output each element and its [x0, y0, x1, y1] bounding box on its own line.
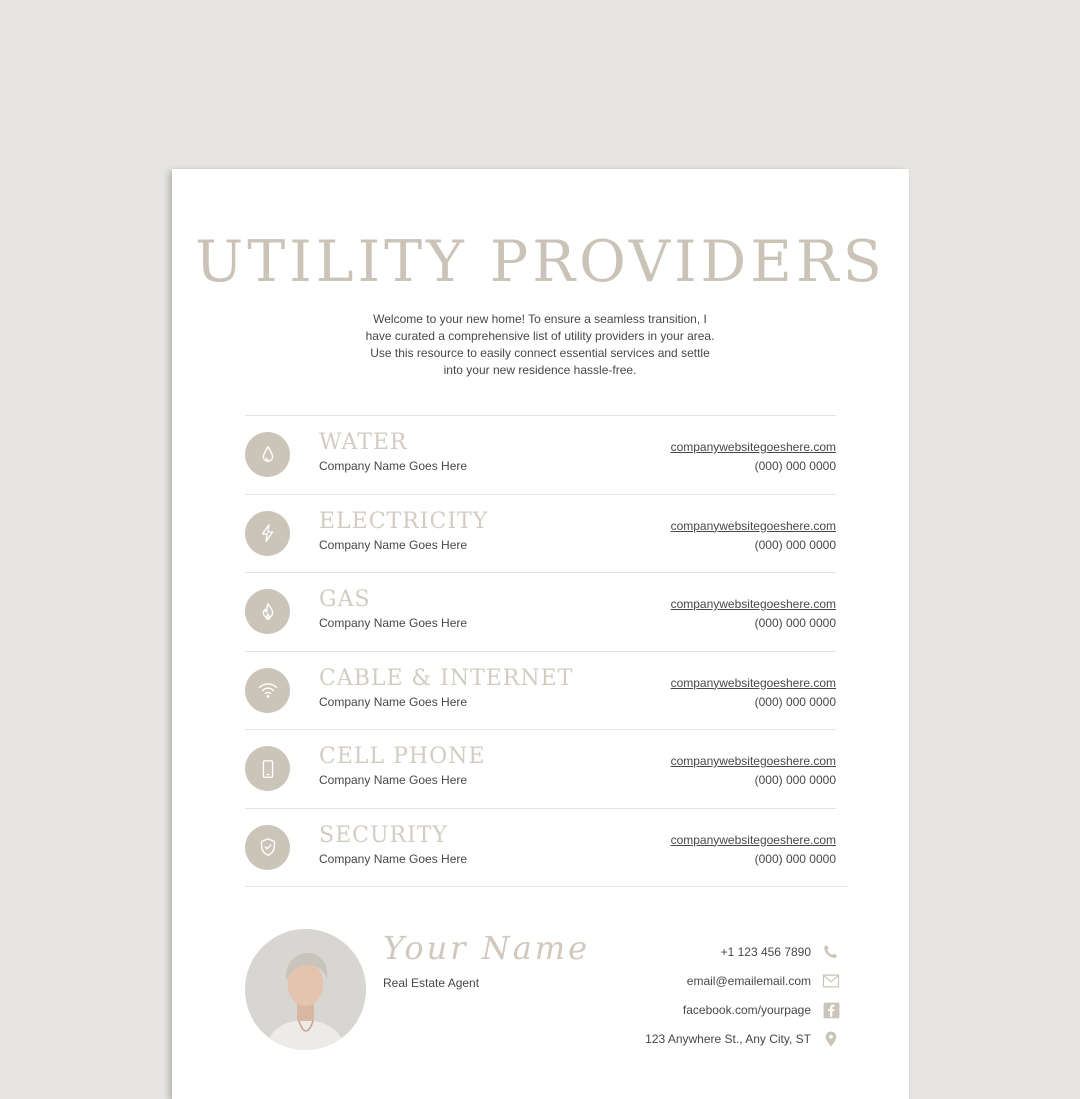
page-title: UTILITY PROVIDERS	[195, 229, 886, 295]
provider-phone: (000) 000 0000	[754, 537, 836, 552]
provider-company: Company Name Goes Here	[319, 851, 468, 866]
provider-category: GAS	[319, 587, 371, 612]
provider-company: Company Name Goes Here	[319, 773, 468, 787]
provider-company: Company Name Goes Here	[319, 616, 468, 630]
flyer-page	[172, 169, 909, 1099]
provider-phone: (000) 000 0000	[754, 616, 836, 630]
provider-company: Company Name Goes Here	[319, 459, 468, 473]
contact-phone-row	[541, 942, 841, 964]
provider-company: Company Name Goes Here	[319, 694, 468, 709]
provider-phone: (000) 000 0000	[754, 773, 836, 787]
shield-check-icon	[245, 825, 290, 870]
provider-list	[245, 415, 836, 887]
flame-icon	[245, 589, 290, 634]
provider-row-gas	[245, 573, 836, 652]
provider-website-link[interactable]: companywebsitegoeshere.com	[670, 754, 836, 768]
provider-category: WATER	[319, 430, 408, 455]
contact-address-row	[541, 1029, 841, 1051]
facebook-icon	[821, 1000, 841, 1020]
provider-phone: (000) 000 0000	[754, 694, 836, 709]
provider-category: SECURITY	[319, 822, 448, 848]
envelope-icon	[821, 971, 841, 991]
location-pin-icon	[821, 1029, 841, 1049]
provider-website-link[interactable]: companywebsitegoeshere.com	[670, 597, 836, 611]
agent-photo	[245, 929, 366, 1050]
provider-category: ELECTRICITY	[319, 508, 489, 534]
provider-company: Company Name Goes Here	[319, 537, 468, 552]
provider-row-electricity	[245, 495, 836, 574]
smartphone-icon	[245, 746, 290, 791]
contact-address: 123 Anywhere St., Any City, ST	[645, 1032, 811, 1046]
agent-role: Real Estate Agent	[383, 976, 480, 990]
provider-website-link[interactable]: companywebsitegoeshere.com	[670, 518, 836, 533]
phone-icon	[821, 942, 841, 962]
provider-category: CABLE & INTERNET	[319, 665, 574, 691]
water-drop-icon	[245, 432, 290, 477]
provider-phone: (000) 000 0000	[754, 459, 836, 473]
provider-row-cell-phone	[245, 730, 836, 809]
contact-email-row	[541, 971, 841, 993]
provider-row-cable-internet	[245, 652, 836, 731]
intro-paragraph: Welcome to your new home! To ensure a seamless transition, I have curated a comprehensive list of utility providers in your area. Use this resource to easily connect essential services and settle into your new residence hassle-free.	[365, 312, 715, 377]
contact-email: email@emailemail.com	[686, 974, 811, 988]
provider-phone: (000) 000 0000	[754, 851, 836, 866]
agent-signature: Your Name	[383, 929, 591, 967]
contact-facebook-row	[541, 1000, 841, 1022]
provider-row-water	[245, 416, 836, 495]
provider-category: CELL PHONE	[319, 744, 486, 769]
provider-website-link[interactable]: companywebsitegoeshere.com	[670, 832, 836, 847]
lightning-bolt-icon	[245, 511, 290, 556]
contact-facebook: facebook.com/yourpage	[682, 1003, 811, 1017]
contact-phone: +1 123 456 7890	[720, 945, 811, 959]
provider-website-link[interactable]: companywebsitegoeshere.com	[670, 440, 836, 454]
wifi-icon	[245, 668, 290, 713]
provider-row-security	[245, 809, 848, 888]
provider-website-link[interactable]: companywebsitegoeshere.com	[670, 675, 836, 690]
